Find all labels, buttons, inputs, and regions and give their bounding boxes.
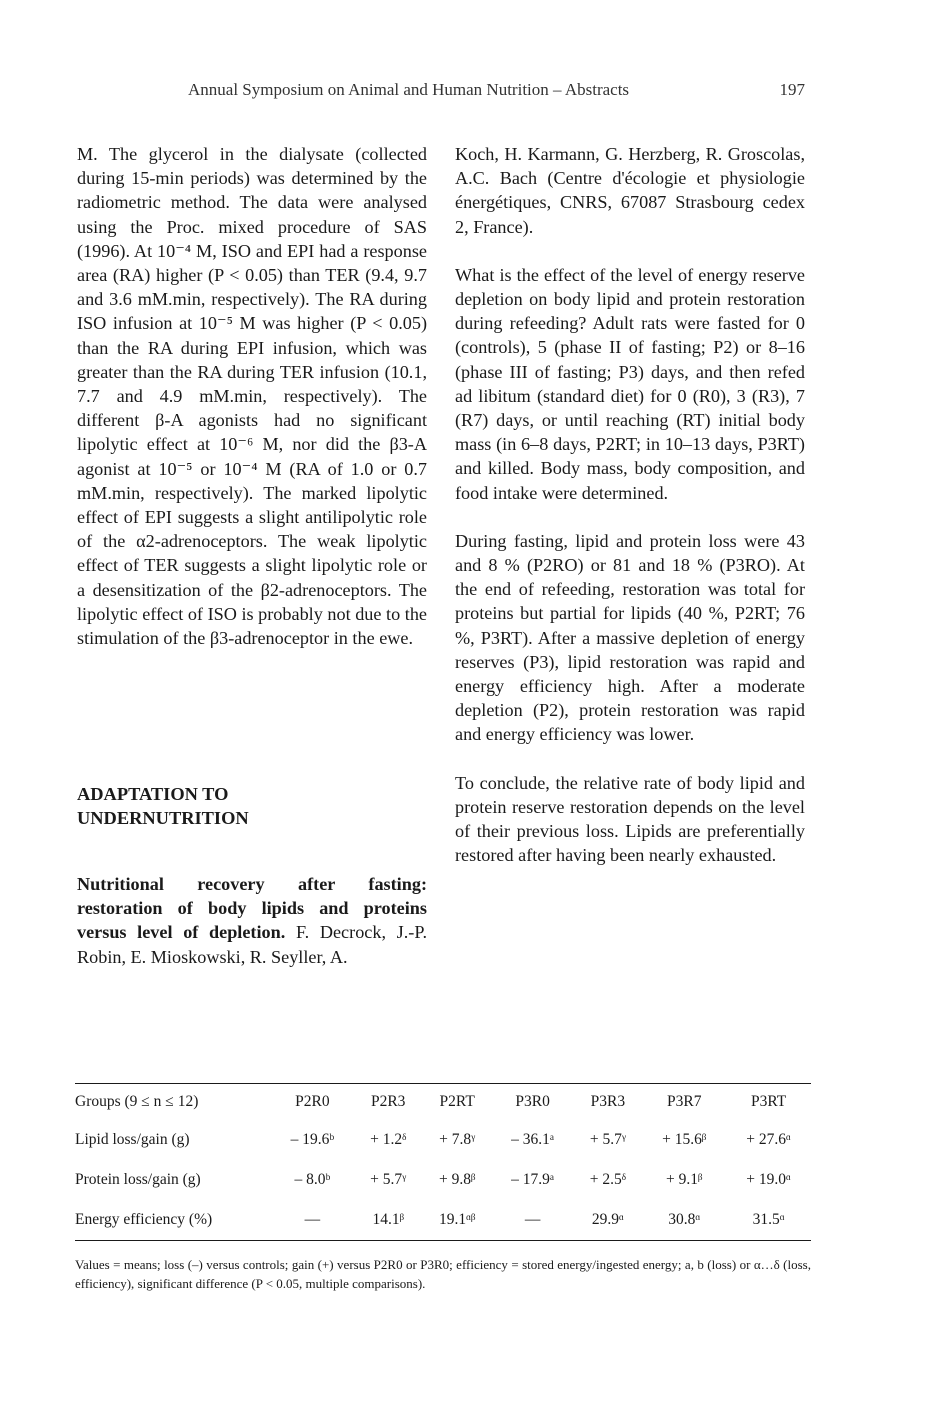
table-row: [75, 1160, 811, 1200]
column-header: P3R7: [667, 1093, 702, 1110]
table-row: [75, 1200, 811, 1240]
left-column: [77, 142, 427, 650]
table-header-label: Groups (9 ≤ n ≤ 12): [75, 1093, 199, 1110]
table-cell: + 9.8ᵝ: [438, 1171, 476, 1188]
column-header: P2R3: [370, 1093, 406, 1110]
table-cell: – 17.9ᵃ: [511, 1171, 555, 1188]
column-header: P2RT: [439, 1093, 475, 1110]
column-header: P3R3: [590, 1093, 626, 1110]
body-paragraph-2: During fasting, lipid and protein loss were 43 and 8 % (P2RO) or 81 and 18 % (P3RO). At the end of refeeding, restoration was total for proteins but partial for lipids (40 %, P2RT; 76 %, P3RT). After a massive depletion of energy reserves (P3), lipid restoration was rapid and energy efficiency high. After a moderate depletion (P2), protein restoration was rapid and energy efficiency was lower.: [455, 530, 805, 745]
page-number: 197: [779, 80, 805, 99]
abstract-heading: [77, 872, 427, 969]
table-cell: + 1.2ᵟ: [370, 1131, 407, 1148]
right-column: [455, 142, 805, 867]
table-cell: + 15.6ᵝ: [662, 1131, 707, 1148]
authors-affiliation: Koch, H. Karmann, G. Herzberg, R. Groscolas, A.C. Bach (Centre d'écologie et physiologie énergétiques, CNRS, 67087 Strasbourg cedex 2, France).: [455, 144, 805, 237]
table-cell: 29.9ᵅ: [591, 1211, 624, 1228]
table-cell: + 9.1ᵝ: [666, 1171, 703, 1188]
table-cell: + 5.7ᵞ: [589, 1131, 626, 1148]
column-header: P3RT: [750, 1093, 787, 1110]
table-cell: + 5.7ᵞ: [370, 1171, 407, 1188]
table-bottom-rule: [75, 1240, 811, 1241]
left-paragraph: M. The glycerol in the dialysate (collected during 15-min periods) was determined by the radiometric method. The data were analysed using the Proc. mixed procedure of SAS (1996). At 10⁻⁴ M, ISO and EPI had a response area (RA) higher (P < 0.05) than TER (9.4, 9.7 and 3.6 mM.min, respectively). The RA during ISO infusion at 10⁻⁵ M was higher (P < 0.05) than the RA during EPI infusion, which was greater than the RA during TER infusion (10.1, 7.7 and 4.9 mM.min, respectively). The different β-A agonists had no significant lipolytic effect at 10⁻⁶ M, nor did the β3-A agonist at 10⁻⁵ or 10⁻⁴ M (RA of 1.0 or 0.7 mM.min, respectively). The marked lipolytic effect of EPI suggests a slight antilipolytic role of the α2-adrenoceptors. The weak lipolytic effect of TER suggests a slight lipolytic role or a desensitization of the β2-adrenoceptors. The lipolytic effect of ISO is probably not due to the stimulation of the β3-adrenoceptor in the ewe.: [77, 144, 427, 649]
table-cell: + 7.8ᵞ: [439, 1131, 476, 1148]
table-cell: 31.5ᵅ: [752, 1211, 785, 1228]
column-header: P3R0: [515, 1093, 550, 1110]
body-paragraph-3: To conclude, the relative rate of body lipid and protein reserve restoration depends on the level of their previous loss. Lipids are preferentially restored after having been nearly exhausted.: [455, 772, 805, 866]
row-label: Protein loss/gain (g): [75, 1171, 201, 1188]
abstract-authors: F. Decrock, J.-P. Robin, E. Mioskowski, R. Seyller, A.: [77, 922, 427, 967]
table-cell: + 27.6ᵅ: [746, 1131, 791, 1148]
table-cell: 30.8ᵅ: [668, 1211, 701, 1228]
table-cell: 19.1ᵅᵝ: [438, 1211, 476, 1228]
table-cell: 14.1ᵝ: [372, 1211, 404, 1228]
section-heading: [77, 782, 427, 830]
results-table: [75, 1083, 811, 1241]
table-cell: + 2.5ᵟ: [589, 1171, 626, 1188]
table-caption: Values = means; loss (–) versus controls; gain (+) versus P2R0 or P3R0; efficiency = stored energy/ingested energy; a, b (loss) or α…δ (loss, efficiency), significant difference (P < 0.05, multiple comparisons).: [75, 1257, 811, 1291]
table-row: [75, 1120, 811, 1160]
table-cell: – 19.6ᵇ: [290, 1131, 335, 1148]
body-paragraph-1: What is the effect of the level of energy reserve depletion on body lipid and protein restoration during refeeding? Adult rats were fasted for 0 (controls), 5 (phase II of fasting; P2) or 8–16 (phase III of fasting; P3) days, and then refed ad libitum (standard diet) for 0 (R0), 3 (R3), 7 (R7) days, or until reaching (RT) initial body mass (in 6–8 days, P2RT; in 10–13 days, P3RT) and killed. Body mass, body composition, and food intake were determined.: [455, 264, 805, 503]
column-header: P2R0: [295, 1093, 330, 1110]
table-cell: – 8.0ᵇ: [294, 1171, 331, 1188]
table-cell: —: [304, 1211, 321, 1228]
running-head: [0, 80, 930, 104]
table-cell: – 36.1ᵃ: [511, 1131, 555, 1148]
table-cell: + 19.0ᵅ: [746, 1171, 791, 1188]
running-title: Annual Symposium on Animal and Human Nutrition – Abstracts: [188, 80, 630, 99]
table-header-row: [75, 1084, 811, 1120]
row-label: Lipid loss/gain (g): [75, 1131, 190, 1148]
abstract-title: Nutritional recovery after fasting: restoration of body lipids and proteins versus level of depletion.: [77, 874, 427, 943]
section-heading-line-2: UNDERNUTRITION: [77, 808, 249, 828]
section-heading-line-1: ADAPTATION TO: [77, 784, 229, 804]
table-cell: —: [524, 1211, 541, 1228]
row-label: Energy efficiency (%): [75, 1211, 213, 1228]
